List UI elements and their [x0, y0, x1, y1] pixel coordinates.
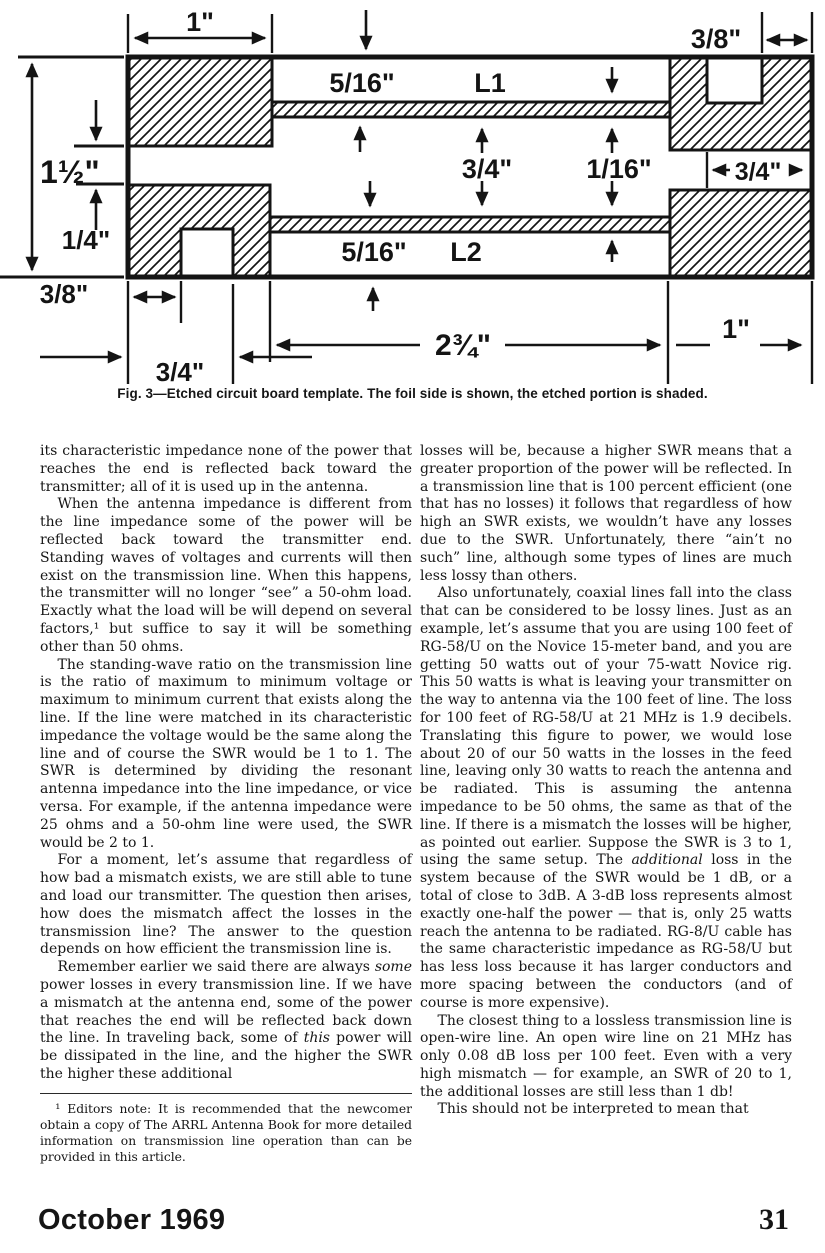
page-number: 31 — [759, 1203, 789, 1236]
issue-date: October 1969 — [38, 1204, 226, 1236]
left-column — [40, 443, 412, 1166]
dim-label-board-height: 1½" — [40, 154, 100, 190]
page-footer — [38, 1203, 789, 1237]
paragraph — [420, 443, 792, 585]
footnote-text: ¹ Editors note: It is recommended that the newcomer obtain a copy of The ARRL Antenna Book for more detailed information on transmission line operation than can be provided in this article. — [40, 1101, 412, 1165]
text-segment: loss in the system because of the SWR would be 1 dB, or a total of close to 3dB. A 3-dB loss represents almost exactly one-half the power — that is, only 25 watts reach the antenna to be radiated. RG-8/U cable has the same characteristic impedance as RG-58/U but has less loss because it has larger conductors and more spacing between the conductors (and of course is more expensive). — [420, 852, 792, 1011]
text-segment: This should not be interpreted to mean that — [437, 1101, 749, 1118]
paragraph — [40, 657, 412, 853]
paragraph — [40, 496, 412, 656]
dim-label-etch-line-width: 1/16" — [586, 154, 652, 184]
text-segment: its characteristic impedance none of the power that reaches the end is reflected back toward the transmitter; all of it is used up in the antenna. — [40, 443, 412, 495]
paragraph — [40, 443, 412, 496]
text-segment: Remember earlier we said there are always — [57, 959, 375, 976]
dim-label-bottom-right-width: 1" — [722, 314, 750, 344]
paragraph — [420, 1013, 792, 1102]
text-segment: Also unfortunately, coaxial lines fall into the class that can be considered to be lossy lines. Just as an example, let’s assume that you are using 100 feet of RG-58/U on the Novice 15-meter band, and you are getting 50 watts out of your 75-watt Novice rig. This 50 watts is what is leaving your transmitter on the way to antenna via the 100 feet of line. The loss for 100 feet of RG-58/U at 21 MHz is 1.9 decibels. Translating this figure to power, we would lose about 20 of our 50 watts in the losses in the feed line, leaving only 30 watts to reach the antenna and be radiated. This is assuming the antenna impedance to be 50 ohms, the same as that of the line. If there is a mismatch the losses will be higher, as pointed out earlier. Suppose the SWR is 3 to 1, using the same setup. The — [420, 585, 792, 869]
figure-caption: Fig. 3—Etched circuit board template. The foil side is shown, the etched portion is shaded. — [117, 386, 708, 401]
dim-label-bottom-left-offset: 3/8" — [39, 279, 89, 309]
text-segment: power losses in every transmission line. If we have a mismatch at the antenna end, some of the power that reaches the end will be reflected back down the line. In traveling back, some of — [40, 976, 412, 1047]
dim-label-l1-strip-width: 5/16" — [329, 68, 395, 98]
text-segment-italic: additional — [631, 852, 703, 869]
article-body — [0, 443, 825, 1166]
dim-label-top-width: 1" — [186, 7, 214, 37]
paragraph — [420, 1101, 792, 1119]
paragraph — [40, 852, 412, 959]
dim-label-top-right-offset: 3/8" — [690, 24, 742, 54]
dim-label-left-gap: 1/4" — [61, 225, 111, 255]
paragraph — [420, 585, 792, 1012]
dim-label-bottom-center-width: 2¾" — [435, 329, 491, 362]
text-segment-italic: this — [303, 1030, 330, 1047]
right-column — [420, 443, 792, 1166]
text-segment: power will be dissipated in the line, and the higher the SWR the higher these additional — [40, 1030, 413, 1082]
text-segment: For a moment, let’s assume that regardless of how bad a mismatch exists, we are still able to tune and load our transmitter. The question then arises, how does the mismatch affect the losses in the transmission line? The answer to the question depends on how efficient the transmission line is. — [40, 852, 412, 958]
text-segment: losses will be, because a higher SWR means that a greater proportion of the power will be reflected. In a transmission line that is 100 percent efficient (one that has no losses) it follows that regardless of how high an SWR exists, we wouldn’t have any losses due to the SWR. Unfortunately, there “ain’t no such” line, although some types of lines are much less lossy than others. — [420, 443, 792, 584]
label-l1: L1 — [474, 68, 506, 98]
footnote — [40, 1093, 412, 1166]
dim-label-bottom-left-width: 3/4" — [155, 357, 205, 384]
text-segment: The closest thing to a lossless transmission line is open-wire line. An open wire line on 21 MHz has only 0.08 dB loss per 100 feet. Even with a very high mismatch — for example, an SWR of 20 to 1, the additional losses are still less than 1 db! — [420, 1012, 792, 1100]
dim-label-center-gap: 3/4" — [461, 154, 513, 184]
dim-label-right-pad: 3/4" — [734, 158, 782, 186]
text-segment: The standing-wave ratio on the transmission line is the ratio of maximum to minimum voltage or maximum to minimum current that exists along the line. If the line were matched in its characteristic impedance the voltage would be the same along the line and of course the SWR would be 1 to 1. The SWR is determined by dividing the resonant antenna impedance into the line impedance, or vice versa. For example, if the antenna impedance were 25 ohms and a 50-ohm line were used, the SWR would be 2 to 1. — [40, 656, 412, 851]
label-l2: L2 — [450, 237, 482, 267]
text-segment: When the antenna impedance is different from the line impedance some of the power will be reflected back toward the transmitter end. Standing waves of voltages and currents will then exist on the transmission line. When this happens, the transmitter will no longer “see” a 50-ohm load. Exactly what the load will be will depend on several factors,¹ but suffice to say it will be something other than 50 ohms. — [40, 496, 412, 655]
text-segment-italic: some — [374, 959, 412, 976]
dim-label-l2-strip-width: 5/16" — [341, 237, 407, 267]
figure-diagram — [0, 0, 825, 384]
paragraph — [40, 959, 412, 1084]
